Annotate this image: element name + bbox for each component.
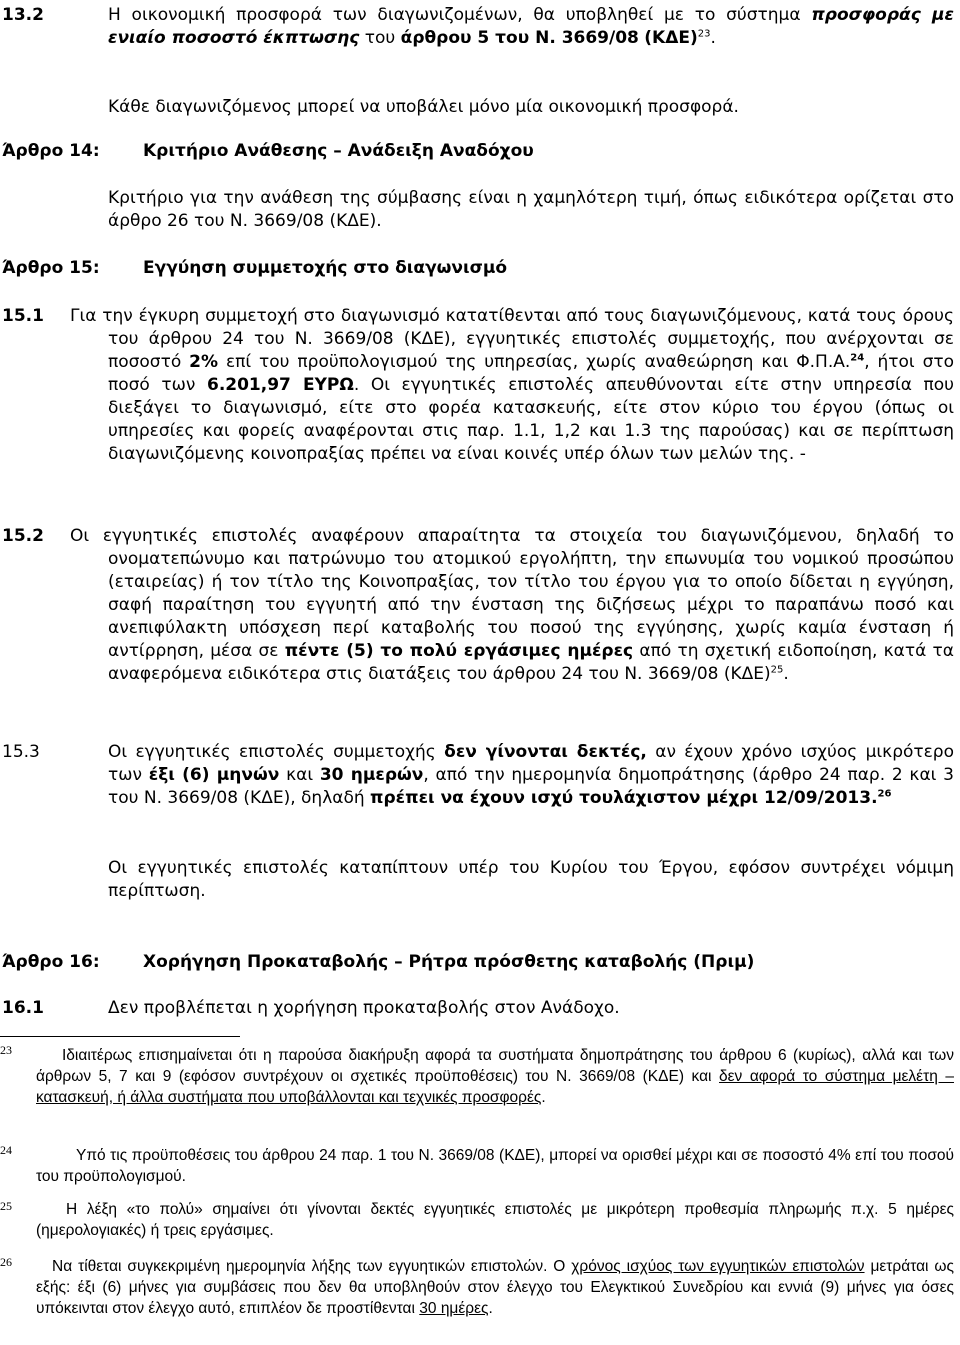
footnote-23 — [36, 1045, 954, 1108]
text-underlined: δεν αφορά το σύστημα μελέτη – κατασκευή, ή άλλα συστήματα που υποβάλλονται και τεχνικές προσφορές — [36, 1068, 954, 1106]
text: από τη σχετική ειδοποίηση, κατά τα αναφερόμενα ειδικότερα στις διατάξεις του άρθρου 24 του Ν. 3669/08 (ΚΔΕ) — [108, 641, 954, 684]
text-underlined: 30 ημέρες — [419, 1300, 489, 1317]
paragraph-16-1: Δεν προβλέπεται η χορήγηση προκαταβολής στον Ανάδοχο. — [108, 998, 620, 1018]
article-14-title: Κριτήριο Ανάθεσης – Ανάδειξη Αναδόχου — [143, 141, 534, 161]
article-16-title: Χορήγηση Προκαταβολής – Ρήτρα πρόσθετης καταβολής (Πριμ) — [143, 952, 755, 972]
text: . — [488, 1300, 493, 1317]
text: Για την έγκυρη συμμετοχή στο διαγωνισμό κατατίθενται από τους διαγωνιζόμενους, κατά τους όρους του άρθρου 24 του Ν. 3669/08 (ΚΔΕ), εγγυητικές επιστολές συμμετοχής, που ανέρχονται σε ποσοστό — [70, 306, 954, 372]
text: Να τίθεται συγκεκριμένη ημερομηνία λήξης των εγγυητικών επιστολών. Ο — [52, 1258, 566, 1275]
footnote-ref: 25 — [770, 664, 784, 676]
article-14-label: Άρθρο 14: — [2, 141, 100, 161]
paragraph-15-3 — [108, 741, 954, 810]
text: . — [710, 28, 716, 48]
article-15-label: Άρθρο 15: — [2, 258, 100, 278]
text: Οι εγγυητικές επιστολές αναφέρουν απαραίτητα τα στοιχεία του διαγωνιζόμενου, δηλαδή το ονοματεπώνυμο και πατρώνυμο του ατομικού εργολήπτη, την επωνυμία του νομικού προσώπου (εταιρείας) ή τον τίτλο της Κοινοπραξίας, τον τίτλο του έργου για το οποίο δίδεται η εγγύηση, σαφή παραίτηση του εγγυητή από την ένσταση της διζήσεως μέχρι το παραπάνω ποσό και ανεπιφύλακτη υπόσχεση περί καταβολής του ποσού της εγγύησης, χωρίς καμία ένσταση ή αντίρρηση, μέσα σε — [70, 526, 954, 661]
text: . — [783, 664, 789, 684]
footnote-26 — [36, 1256, 954, 1319]
footnote-24-number: 24 — [0, 1143, 12, 1157]
section-number-13-2: 13.2 — [2, 5, 44, 25]
amount: 6.201,97 ΕΥΡΩ — [206, 375, 354, 395]
footnote-23-number: 23 — [0, 1043, 12, 1057]
text-bold: άρθρου 5 του Ν. 3669/08 — [400, 28, 639, 48]
text-underlined: χρόνος ισχύος των εγγυητικών επιστολών — [571, 1258, 865, 1275]
section-number-16-1: 16.1 — [2, 998, 44, 1018]
footnote-ref: 23 — [697, 28, 711, 40]
footnote-25-number: 25 — [0, 1199, 12, 1213]
text: αν έχουν χρόνο ισχύος μικρότερο των — [108, 742, 954, 785]
article-15-title: Εγγύηση συμμετοχής στο διαγωνισμό — [143, 258, 508, 278]
text-bold: πρέπει να έχουν ισχύ τουλάχιστον μέχρι 12/09/2013. — [370, 788, 878, 808]
article-16-label: Άρθρο 16: — [2, 952, 100, 972]
paragraph-15-3-second: Οι εγγυητικές επιστολές καταπίπτουν υπέρ του Κυρίου του Έργου, εφόσον συντρέχει νόμιμη περίπτωση. — [108, 858, 954, 901]
text: . Οι εγγυητικές επιστολές απευθύνονται είτε στην υπηρεσία που διεξάγει το διαγωνισμό, είτε στο φορέα κατασκευής, είτε στον κύριο του έργου (όπως οι υπηρεσίες και φορείς αναφέρονται στις παρ. 1.1, 1,2 και 1.3 της παρούσας) και σε περίπτωση διαγωνιζόμενης κοινοπραξίας πρέπει να είναι κοινές υπέρ όλων των μελών της. - — [108, 375, 955, 464]
text: επί του προϋπολογισμού της υπηρεσίας, χωρίς αναθεώρηση και Φ.Π.Α. — [225, 352, 851, 372]
paragraph-13-2-line2: Κάθε διαγωνιζόμενος μπορεί να υποβάλει μόνο μία οικονομική προσφορά. — [108, 97, 739, 117]
section-number-15-1: 15.1 — [2, 306, 44, 326]
text-bold: πέντε (5) το πολύ εργάσιμες ημέρες — [284, 641, 634, 661]
paragraph-15-2 — [70, 525, 954, 686]
footnote-ref: 24 — [850, 352, 865, 364]
paragraph-15-1 — [70, 305, 955, 466]
footnote-separator — [0, 1036, 240, 1037]
text: Οι εγγυητικές επιστολές συμμετοχής — [108, 742, 436, 762]
text: . — [541, 1089, 546, 1106]
footnote-ref: 26 — [877, 788, 892, 800]
text: Η οικονομική προσφορά των διαγωνιζομένων, θα υποβληθεί με το σύστημα — [108, 5, 801, 25]
section-number-15-3: 15.3 — [2, 742, 40, 762]
footnote-25: Η λέξη «το πολύ» σημαίνει ότι γίνονται δεκτές εγγυητικές επιστολές με μικρότερη προθεσμία πληρωμής π.χ. 5 ημέρες (ημερολογιακές) ή τρεις εργάσιμες. — [36, 1201, 954, 1239]
text: , ήτοι στο ποσό των — [108, 352, 954, 395]
paragraph-13-2 — [108, 4, 954, 50]
text-bold: 2% — [189, 352, 219, 372]
text: , από την ημερομηνία δημοπράτησης (άρθρο 24 παρ. 2 και 3 του Ν. 3669/08 (ΚΔΕ), δηλαδή — [108, 765, 954, 808]
text-bold: προσφοράς με ενιαίο ποσοστό έκπτωσης — [108, 5, 955, 48]
footnote-24: Υπό τις προϋποθέσεις του άρθρου 24 παρ. 1 του Ν. 3669/08 (ΚΔΕ), μπορεί να ορισθεί μέχρι και σε ποσοστό 4% επί του ποσού του προϋπολογισμού. — [36, 1147, 954, 1185]
text-bold: (ΚΔΕ) — [644, 28, 698, 48]
text: μετράται ως εξής: έξι (6) μήνες για συμβάσεις που δεν θα υποβληθούν στον έλεγχο του Ελεγκτικού Συνεδρίου και εννιά (9) μήνες για όσες υπόκεινται στον έλεγχο αυτό, επιπλέον δε προστίθενται — [36, 1258, 954, 1317]
text-bold: 30 ημερών — [319, 765, 424, 785]
text: Ιδιαιτέρως επισημαίνεται ότι η παρούσα διακήρυξη αφορά τα συστήματα δημοπράτησης του άρθρου 6 (κυρίως), αλλά και των άρθρων 5, 7 και 9 (εφόσον συντρέχουν οι σχετικές προϋποθέσεις) του Ν. 3669/08 (ΚΔΕ) και — [36, 1047, 954, 1085]
article-14-text: Κριτήριο για την ανάθεση της σύμβασης είναι η χαμηλότερη τιμή, όπως ειδικότερα ορίζεται στο άρθρο 26 του Ν. 3669/08 (ΚΔΕ). — [108, 188, 954, 231]
text-bold: δεν γίνονται δεκτές, — [444, 742, 647, 762]
text-bold: έξι (6) μηνών — [148, 765, 280, 785]
footnote-26-number: 26 — [0, 1255, 12, 1269]
text: του — [364, 28, 396, 48]
section-number-15-2: 15.2 — [2, 526, 44, 546]
text: και — [286, 765, 314, 785]
